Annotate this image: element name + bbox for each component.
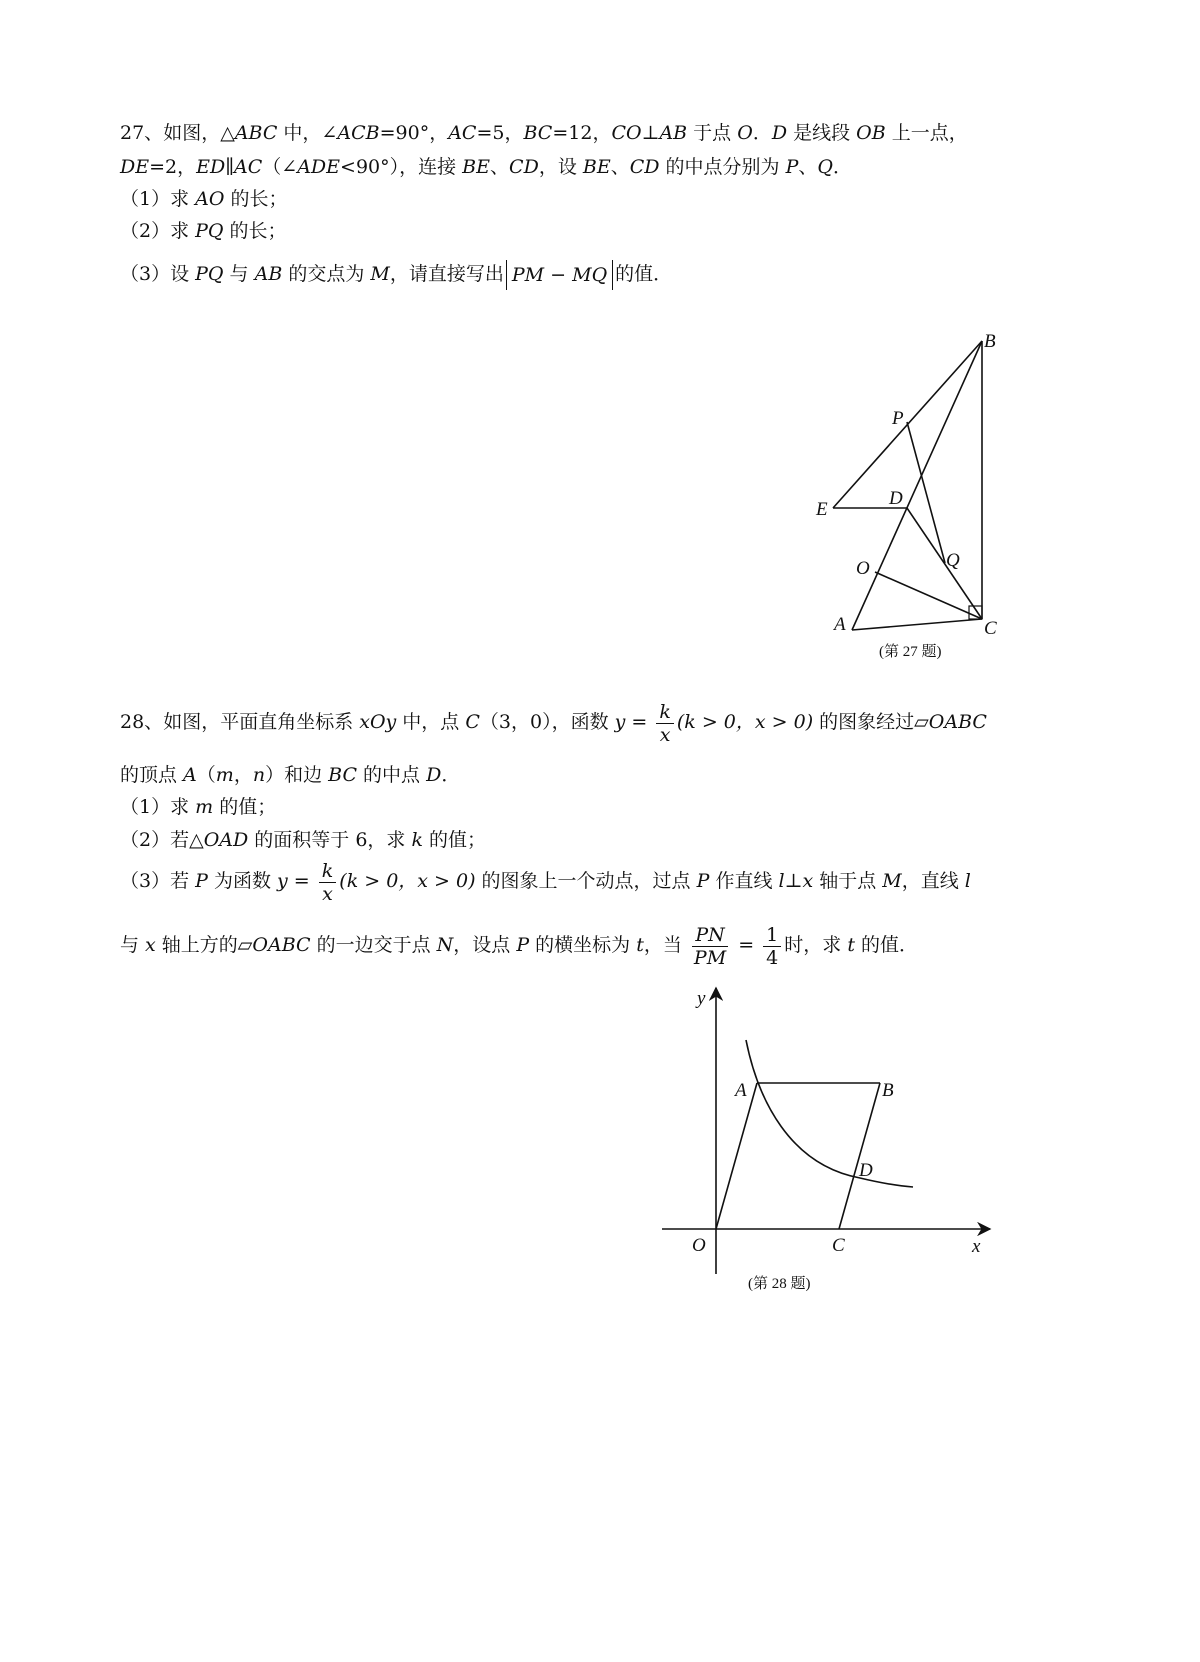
q28-text: = — [625, 711, 654, 733]
q28-text: ，直线 — [901, 870, 965, 892]
q28-var: OAD — [203, 829, 249, 851]
q28-text: ， — [233, 764, 253, 786]
q28-condition: (k > 0，x > 0) — [339, 870, 476, 892]
segment-oa — [716, 1083, 757, 1229]
q28-var: M — [882, 870, 902, 892]
q28-part2 — [120, 828, 486, 852]
figure-27-caption: (第 27 题) — [879, 644, 942, 660]
q28-text: ，设点 — [453, 934, 517, 956]
q28-text: ）和边 — [265, 764, 329, 786]
q27-var: M — [370, 263, 390, 285]
q28-text: 的中点 — [357, 764, 427, 786]
fraction-numerator: PN — [692, 924, 727, 947]
q28-var: y — [277, 870, 288, 892]
q27-part3 — [120, 260, 672, 290]
q28-var: OABC — [252, 934, 311, 956]
q28-number: 28、 — [120, 711, 164, 733]
q27-text: ∥ — [225, 156, 235, 178]
axis-label-x: x — [972, 1236, 981, 1257]
q28-text: 如图，平面直角坐标系 — [163, 711, 360, 733]
q28-part1-label: （1）求 — [120, 796, 196, 818]
q27-part2-label: （2）求 — [120, 220, 196, 242]
q28-text: 轴于点 — [813, 870, 883, 892]
fraction-numerator: k — [656, 701, 674, 724]
point-label-d: D — [859, 1160, 873, 1181]
q28-var: y — [614, 711, 626, 733]
q28-var: t — [847, 934, 855, 956]
hyperbola-curve — [746, 1040, 913, 1187]
q28-text: （3）若 — [120, 870, 196, 892]
q28-var: P — [516, 934, 530, 956]
segment-ac — [852, 619, 982, 630]
q27-part1 — [120, 187, 288, 211]
q27-stem-line1 — [120, 121, 968, 145]
q27-text: （3）设 — [120, 263, 196, 285]
q28-text: = — [732, 934, 761, 956]
fraction-numerator: k — [319, 860, 337, 883]
abs-expr: PM − MQ — [511, 264, 608, 286]
figure-28 — [655, 985, 1000, 1280]
q27-var: BE — [582, 156, 611, 178]
fraction-denominator: 4 — [766, 946, 779, 969]
q27-text: ⊥ — [641, 122, 660, 144]
q28-var: xOy — [359, 711, 397, 733]
q27-text: 、 — [798, 156, 818, 178]
point-label-a: A — [735, 1080, 747, 1101]
q27-var: ED — [196, 156, 226, 178]
q27-text: ． — [752, 122, 772, 144]
fraction-denominator: x — [659, 723, 671, 746]
figure-28-caption: (第 28 题) — [748, 1276, 811, 1292]
q27-var: PQ — [195, 263, 224, 285]
fraction-denominator: PM — [693, 946, 727, 969]
q27-var: ACB — [337, 122, 380, 144]
q27-var: P — [785, 156, 799, 178]
q28-var: N — [436, 934, 454, 956]
q27-var: OB — [856, 122, 886, 144]
q28-part1 — [120, 795, 276, 819]
q27-var: AC — [448, 122, 477, 144]
figure-27 — [816, 325, 1020, 645]
q27-part1-label: （1）求 — [120, 188, 196, 210]
q28-part3 — [120, 857, 971, 905]
q28-text: （3，0），函数 — [479, 711, 615, 733]
q27-text: =90°， — [379, 122, 449, 144]
q28-text: 时，求 — [784, 934, 848, 956]
fraction-denominator: x — [322, 882, 333, 905]
q27-var: O — [737, 122, 753, 144]
q27-text: 与 — [223, 263, 255, 285]
q28-text: = — [287, 870, 316, 892]
q27-number: 27、 — [120, 122, 164, 144]
fraction-pn-over-pm — [691, 924, 729, 969]
q27-text: <90°），连接 — [340, 156, 463, 178]
q28-var: m — [215, 764, 234, 786]
q28-var: t — [636, 934, 644, 956]
point-label-c: C — [832, 1235, 845, 1256]
q28-condition: (k > 0，x > 0) — [676, 711, 814, 733]
q27-var: CO — [611, 122, 642, 144]
absolute-value-expression — [506, 260, 613, 290]
q28-var: P — [195, 870, 208, 892]
q28-stem-line2 — [120, 763, 460, 787]
point-label-o: O — [692, 1235, 706, 1256]
q28-var: n — [252, 764, 266, 786]
fraction-one-quarter — [763, 924, 781, 969]
q27-text: ． — [832, 156, 852, 178]
q28-stem-line1 — [120, 698, 987, 746]
q28-var: OABC — [928, 711, 987, 733]
q28-text: （ — [196, 764, 216, 786]
point-label-c: C — [984, 618, 997, 639]
q28-text: 作直线 — [709, 870, 779, 892]
q27-text: ，请直接写出 — [389, 263, 504, 285]
point-label-d: D — [889, 488, 903, 509]
q28-var: l — [778, 870, 785, 892]
q27-var: CD — [629, 156, 660, 178]
q28-var: BC — [328, 764, 357, 786]
q28-text: ，当 — [643, 934, 688, 956]
q27-var: AB — [254, 263, 283, 285]
fraction-numerator: 1 — [763, 924, 781, 947]
q28-text: 中，点 — [396, 711, 466, 733]
q28-text: 的一边交于点 — [310, 934, 437, 956]
fraction-k-over-x — [656, 701, 674, 746]
fraction-k-over-x — [319, 860, 337, 905]
q27-var: AC — [234, 156, 263, 178]
q28-var: A — [183, 764, 197, 786]
q27-text: =2， — [149, 156, 197, 178]
point-label-b: B — [984, 331, 996, 352]
q27-text: 于点 — [687, 122, 738, 144]
q27-var: AB — [659, 122, 688, 144]
q28-var: x — [802, 870, 814, 892]
q28-text: 为函数 — [207, 870, 278, 892]
q27-var: DE — [120, 156, 150, 178]
q28-part2-label: （2）若△ — [120, 829, 204, 851]
q27-text: 中，∠ — [277, 122, 338, 144]
q27-text: （∠ — [262, 156, 298, 178]
q27-text: 如图，△ — [163, 122, 235, 144]
q27-var: D — [771, 122, 788, 144]
figure-28-svg — [655, 985, 1000, 1280]
q28-var: D — [426, 764, 442, 786]
q28-part3-line2 — [120, 921, 918, 969]
q27-text: 的值． — [615, 263, 673, 285]
q28-var: m — [195, 796, 214, 818]
q28-var: l — [964, 870, 971, 892]
q28-var: P — [696, 870, 710, 892]
q27-var: CD — [509, 156, 539, 178]
q27-text: =5， — [476, 122, 524, 144]
q28-text: ⊥ — [784, 870, 803, 892]
q27-text: 的长； — [224, 188, 288, 210]
q28-text: 的值． — [854, 934, 918, 956]
point-label-a: A — [834, 614, 846, 635]
q28-var: C — [465, 711, 480, 733]
segment-pq — [907, 422, 945, 563]
q27-var: Q — [817, 156, 833, 178]
figure-27-svg — [816, 325, 1020, 645]
q27-var: BC — [523, 122, 553, 144]
q27-text: 、 — [610, 156, 630, 178]
q28-text: 与 — [120, 934, 146, 956]
q27-text: 是线段 — [787, 122, 857, 144]
q28-text: ． — [441, 764, 461, 786]
q27-part2 — [120, 219, 287, 243]
q27-text: 、 — [490, 156, 510, 178]
q28-text: 的值； — [213, 796, 277, 818]
axis-label-y: y — [697, 988, 706, 1009]
q27-var: AO — [195, 188, 225, 210]
q27-stem-line2 — [120, 155, 852, 179]
q27-text: 的中点分别为 — [659, 156, 786, 178]
q28-text: 的横坐标为 — [529, 934, 637, 956]
q28-var: k — [411, 829, 423, 851]
q27-text: 的长； — [223, 220, 287, 242]
segment-ab — [852, 341, 982, 630]
q28-text: 的图象上一个动点，过点 — [475, 870, 697, 892]
point-label-b: B — [882, 1080, 894, 1101]
q27-var: PQ — [195, 220, 224, 242]
q27-text: ，设 — [538, 156, 583, 178]
q28-text: 的面积等于 6，求 — [248, 829, 412, 851]
q27-text: 上一点， — [885, 122, 968, 144]
q27-var: BE — [462, 156, 491, 178]
q28-text: 的图象经过▱ — [813, 711, 929, 733]
q28-text: 的顶点 — [120, 764, 184, 786]
q27-var: ABC — [234, 122, 278, 144]
segment-bc — [839, 1083, 880, 1229]
q27-var: ADE — [297, 156, 341, 178]
point-label-p: P — [892, 408, 904, 429]
q28-text: 的值； — [422, 829, 487, 851]
q28-text: 轴上方的▱ — [155, 934, 253, 956]
q27-text: 的交点为 — [282, 263, 371, 285]
point-label-o: O — [856, 558, 870, 579]
point-label-q: Q — [946, 550, 960, 571]
point-label-e: E — [816, 499, 828, 520]
q28-var: x — [145, 934, 156, 956]
q27-text: =12， — [552, 122, 612, 144]
